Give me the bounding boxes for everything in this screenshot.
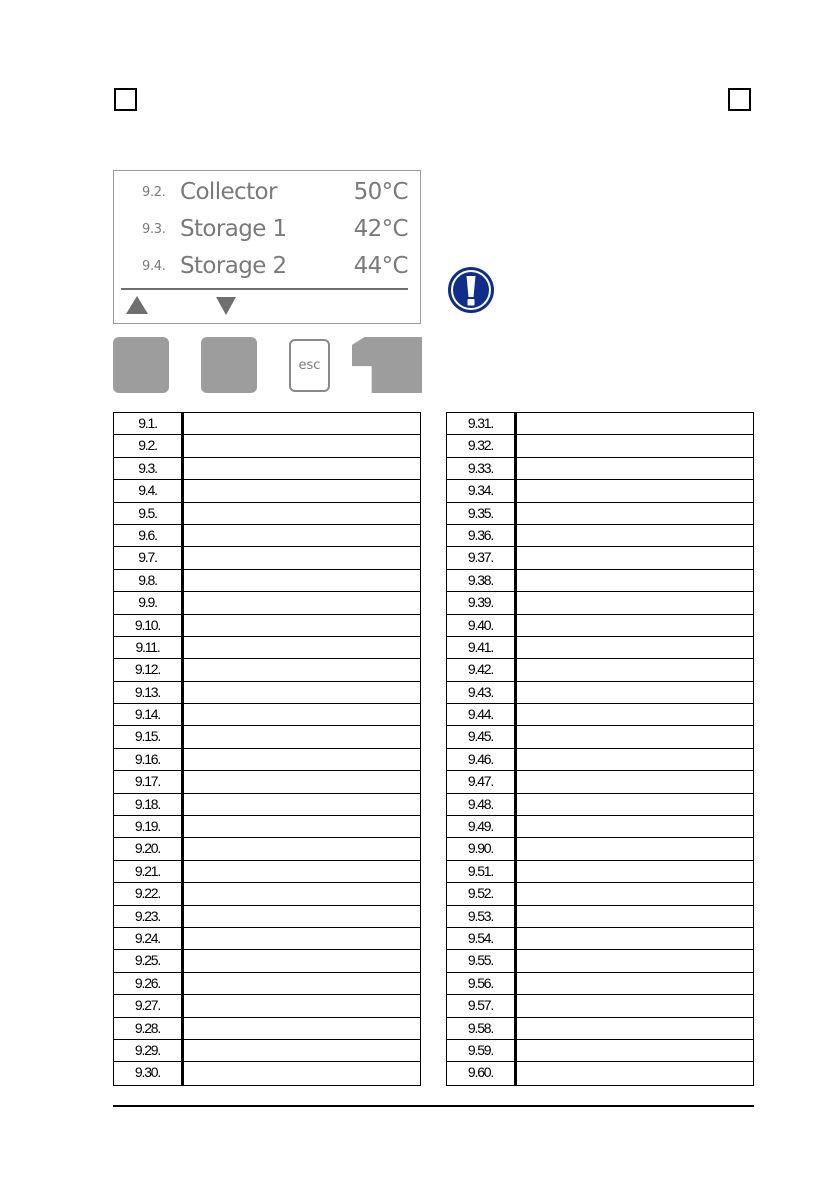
table-row [114,458,420,480]
entry-field[interactable] [517,861,753,882]
corner-checkbox-right [728,88,751,111]
row-number: 9.60. [447,1062,517,1084]
row-number: 9.56. [447,973,517,994]
row-number: 9.43. [447,682,517,703]
table-row [447,458,753,480]
entry-field[interactable] [517,547,753,568]
table-row [447,1040,753,1062]
entry-field[interactable] [184,413,420,434]
table-row [447,906,753,928]
display-row-number: 9.3. [142,222,166,237]
display-row-label: Storage 1 [180,216,287,242]
table-row [447,637,753,659]
row-number: 9.58. [447,1018,517,1039]
table-row [114,771,420,793]
table-row [114,1018,420,1040]
keypad-button-down[interactable] [201,337,257,393]
entry-field[interactable] [517,1040,753,1061]
table-row [114,1062,420,1084]
entry-field[interactable] [517,838,753,859]
row-number: 9.3. [114,458,184,479]
table-row [114,928,420,950]
row-number: 9.31. [447,413,517,434]
row-number: 9.11. [114,637,184,658]
entry-field[interactable] [184,570,420,591]
table-row [114,435,420,457]
row-number: 9.37. [447,547,517,568]
table-row [114,592,420,614]
row-number: 9.44. [447,704,517,725]
table-row [114,816,420,838]
display-row-number: 9.4. [142,259,166,274]
esc-button[interactable]: esc [289,339,330,392]
entry-field[interactable] [517,615,753,636]
table-row [447,480,753,502]
entry-field[interactable] [517,816,753,837]
entry-field[interactable] [517,883,753,904]
table-row [114,525,420,547]
row-number: 9.26. [114,973,184,994]
table-row [447,1018,753,1040]
table-row [447,995,753,1017]
entry-field[interactable] [184,704,420,725]
entry-field[interactable] [517,570,753,591]
entry-field[interactable] [517,906,753,927]
row-number: 9.47. [447,771,517,792]
table-row [447,592,753,614]
table-row [447,503,753,525]
table-row [114,547,420,569]
table-row [447,726,753,748]
display-row-value: 42°C [353,216,408,242]
entry-field[interactable] [184,906,420,927]
entry-field[interactable] [517,659,753,680]
entry-field[interactable] [184,1040,420,1061]
row-number: 9.23. [114,906,184,927]
row-number: 9.18. [114,794,184,815]
footer-rule [113,1105,754,1107]
keypad-button-ok[interactable] [352,337,422,393]
table-row [447,682,753,704]
table-row [114,615,420,637]
table-row [114,973,420,995]
table-row [114,480,420,502]
row-number: 9.35. [447,503,517,524]
row-number: 9.41. [447,637,517,658]
entry-field[interactable] [517,973,753,994]
row-number: 9.19. [114,816,184,837]
entry-field[interactable] [184,615,420,636]
row-number: 9.16. [114,749,184,770]
entry-field[interactable] [517,480,753,501]
row-number: 9.14. [114,704,184,725]
row-number: 9.7. [114,547,184,568]
row-number: 9.38. [447,570,517,591]
display-row [114,176,420,210]
entry-field[interactable] [184,1018,420,1039]
entry-field[interactable] [184,771,420,792]
display-row-number: 9.2. [142,185,166,200]
table-row [447,861,753,883]
entry-field[interactable] [184,816,420,837]
entry-field[interactable] [517,503,753,524]
table-row [114,503,420,525]
table-row [114,682,420,704]
table-row [114,995,420,1017]
table-row [114,413,420,435]
row-number: 9.15. [114,726,184,747]
table-row [114,704,420,726]
entry-field[interactable] [184,435,420,456]
entry-field[interactable] [517,1062,753,1084]
table-row [447,838,753,860]
table-row [447,704,753,726]
row-number: 9.6. [114,525,184,546]
entry-field[interactable] [184,973,420,994]
entry-field[interactable] [184,1062,420,1084]
row-number: 9.17. [114,771,184,792]
table-row [447,1062,753,1084]
row-number: 9.29. [114,1040,184,1061]
table-row [114,749,420,771]
row-number: 9.2. [114,435,184,456]
entry-field[interactable] [184,950,420,971]
corner-checkbox-left [114,88,137,111]
entry-field[interactable] [184,928,420,949]
row-number: 9.12. [114,659,184,680]
entry-field[interactable] [517,682,753,703]
entry-field[interactable] [184,995,420,1016]
entry-field[interactable] [517,525,753,546]
table-row [447,413,753,435]
entry-field[interactable] [184,682,420,703]
table-row [447,525,753,547]
table-row [447,771,753,793]
row-number: 9.1. [114,413,184,434]
display-row [114,250,420,284]
table-row [114,883,420,905]
row-number: 9.13. [114,682,184,703]
display-row [114,213,420,247]
entry-field[interactable] [184,525,420,546]
row-number: 9.45. [447,726,517,747]
row-number: 9.25. [114,950,184,971]
entry-field[interactable] [517,771,753,792]
entry-field[interactable] [184,861,420,882]
display-row-value: 50°C [353,179,408,205]
row-number: 9.46. [447,749,517,770]
entry-field[interactable] [517,637,753,658]
table-row [447,615,753,637]
table-row [447,883,753,905]
parameter-table-right [446,412,754,1086]
row-number: 9.30. [114,1062,184,1084]
arrow-up-icon [126,296,148,314]
row-number: 9.4. [114,480,184,501]
table-row [114,659,420,681]
table-row [447,435,753,457]
display-row-label: Storage 2 [180,253,287,279]
display-row-label: Collector [180,179,277,205]
table-row [114,726,420,748]
row-number: 9.55. [447,950,517,971]
entry-field[interactable] [184,592,420,613]
row-number: 9.90. [447,838,517,859]
arrow-down-icon [216,297,236,315]
row-number: 9.49. [447,816,517,837]
row-number: 9.39. [447,592,517,613]
entry-field[interactable] [184,749,420,770]
table-row [114,906,420,928]
row-number: 9.34. [447,480,517,501]
entry-field[interactable] [184,503,420,524]
entry-field[interactable] [517,592,753,613]
row-number: 9.57. [447,995,517,1016]
row-number: 9.52. [447,883,517,904]
entry-field[interactable] [184,659,420,680]
row-number: 9.33. [447,458,517,479]
entry-field[interactable] [517,413,753,434]
entry-field[interactable] [517,950,753,971]
entry-field[interactable] [184,458,420,479]
row-number: 9.10. [114,615,184,636]
table-row [114,950,420,972]
table-row [447,794,753,816]
row-number: 9.51. [447,861,517,882]
entry-field[interactable] [517,794,753,815]
entry-field[interactable] [517,458,753,479]
row-number: 9.9. [114,592,184,613]
entry-field[interactable] [184,637,420,658]
entry-field[interactable] [184,883,420,904]
entry-field[interactable] [517,726,753,747]
table-row [447,659,753,681]
table-row [114,838,420,860]
row-number: 9.5. [114,503,184,524]
row-number: 9.42. [447,659,517,680]
table-row [447,950,753,972]
entry-field[interactable] [184,547,420,568]
parameter-table-left [113,412,421,1086]
entry-field[interactable] [184,480,420,501]
row-number: 9.54. [447,928,517,949]
entry-field[interactable] [517,435,753,456]
row-number: 9.48. [447,794,517,815]
row-number: 9.27. [114,995,184,1016]
table-row [114,637,420,659]
table-row [447,928,753,950]
row-number: 9.32. [447,435,517,456]
entry-field[interactable] [184,726,420,747]
table-row [447,570,753,592]
row-number: 9.22. [114,883,184,904]
entry-field[interactable] [517,995,753,1016]
entry-field[interactable] [517,749,753,770]
row-number: 9.36. [447,525,517,546]
table-row [114,1040,420,1062]
entry-field[interactable] [184,838,420,859]
row-number: 9.21. [114,861,184,882]
row-number: 9.8. [114,570,184,591]
table-row [447,547,753,569]
entry-field[interactable] [517,928,753,949]
table-row [447,816,753,838]
table-row [114,570,420,592]
row-number: 9.40. [447,615,517,636]
display-row-value: 44°C [353,253,408,279]
entry-field[interactable] [517,1018,753,1039]
keypad-button-up[interactable] [113,337,169,393]
row-number: 9.53. [447,906,517,927]
exclamation-icon [447,266,495,314]
lcd-display [113,170,421,324]
display-divider [121,288,408,290]
table-row [447,973,753,995]
row-number: 9.28. [114,1018,184,1039]
row-number: 9.24. [114,928,184,949]
table-row [114,861,420,883]
row-number: 9.59. [447,1040,517,1061]
entry-field[interactable] [517,704,753,725]
table-row [447,749,753,771]
row-number: 9.20. [114,838,184,859]
table-row [114,794,420,816]
entry-field[interactable] [184,794,420,815]
